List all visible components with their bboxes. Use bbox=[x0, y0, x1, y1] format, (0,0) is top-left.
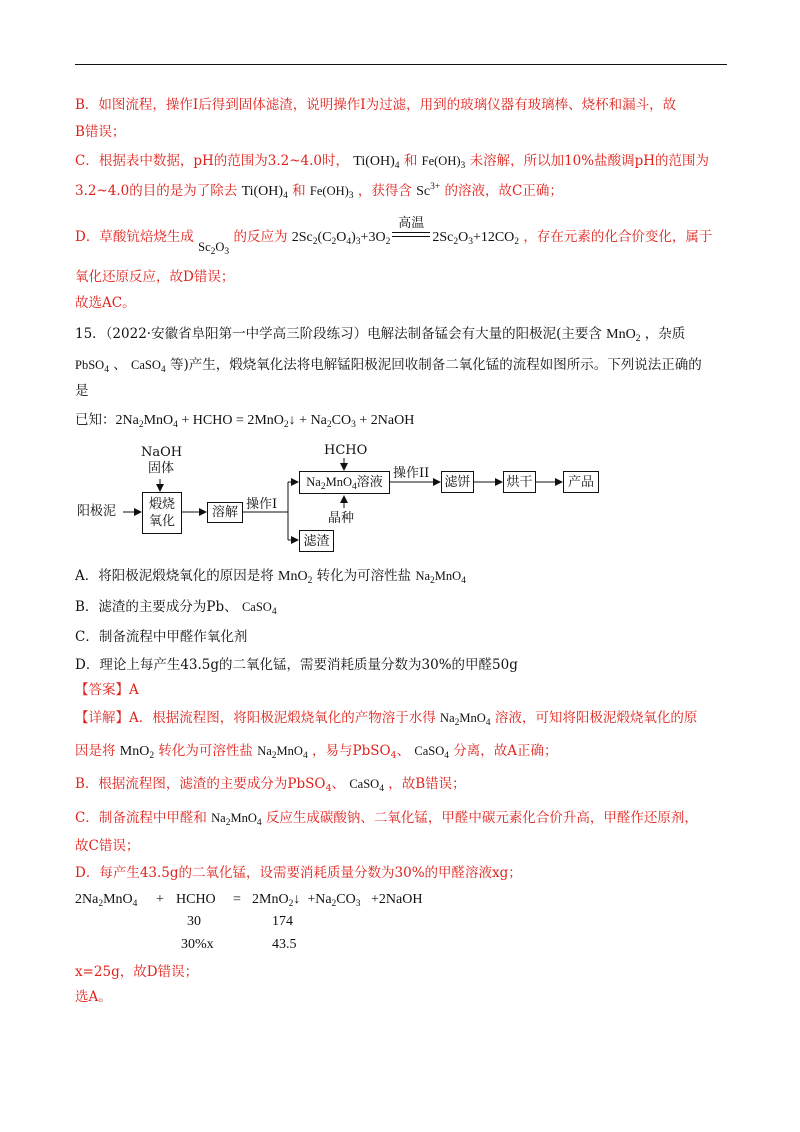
flow-solid-label: 固体 bbox=[147, 461, 174, 476]
formula-sc3plus: $Sc^{3+}$ bbox=[416, 182, 441, 199]
equation-sc-roast: $2Sc_2(C_2O_4)_3+3O_2$ 高温 $2Sc_2O_3+12CO_2$ bbox=[291, 215, 520, 247]
flow-na2mno4-solution-box: $Na_2MnO_4$ 溶液 bbox=[299, 471, 390, 494]
formula-tioh4: $Ti(OH)_4$ bbox=[241, 184, 288, 201]
option-c: C．制备流程中甲醛作氧化剂 bbox=[75, 629, 248, 645]
flow-anode-mud: 阳极泥 bbox=[77, 504, 117, 519]
formula-feoh3: $Fe(OH)_3$ bbox=[421, 154, 466, 171]
calc-plus: + bbox=[156, 892, 164, 907]
detail-c-line1: C．制备流程中甲醛和 $Na_2MnO_4$ 反应生成碳酸钠、二氧化锰，甲醛中碳元素化合价升高，甲醛作还原剂， bbox=[75, 810, 698, 828]
explanation-b-line2: B错误； bbox=[75, 124, 126, 140]
calc-hcho: HCHO bbox=[176, 892, 216, 907]
explanation-c-line2: 3.2~4.0的目的是为了除去 $Ti(OH)_4$ 和 $Fe(OH)_3$ ，获得含 $Sc^{3+}$ 的溶液，故C正确； bbox=[75, 182, 563, 201]
flow-dissolve-box: 溶解 bbox=[207, 502, 243, 523]
formula-tioh4: $Ti(OH)_4$ bbox=[353, 154, 400, 171]
explanation-d-line2: 氧化还原反应，故D错误； bbox=[75, 269, 235, 285]
question-15-line3: 是 bbox=[75, 383, 89, 399]
detail-b: B．根据流程图，滤渣的主要成分为PbSO$_4$、 CaSO$_4$ ，故B错误； bbox=[75, 776, 466, 794]
detail-c-line2: 故C错误； bbox=[75, 838, 140, 854]
question-15-line2: PbSO$_4$ 、 CaSO$_4$ 等)产生，煅烧氧化法将电解锰阳极泥回收制备二氧化锰的流程如图所示。下列说法正确的 bbox=[75, 357, 702, 375]
option-b: B．滤渣的主要成分为Pb、 CaSO$_4$ bbox=[75, 599, 277, 617]
calc-na2mno4: $2Na_2MnO_4$ bbox=[75, 892, 138, 909]
explanation-b-line1: B．如图流程，操作Ⅰ后得到固体滤渣，说明操作Ⅰ为过滤，用到的玻璃仪器有玻璃棒、烧杯和漏斗，故 bbox=[75, 97, 677, 113]
explanation-c-line1: C．根据表中数据，pH的范围为3.2~4.0时， $Ti(OH)_4$ 和 $Fe(OH)_3$ 未溶解，所以加10%盐酸调pH的范围为 bbox=[75, 153, 709, 171]
flow-roast-oxidize-box: 煅烧氧化 bbox=[142, 492, 182, 534]
option-d: D．理论上每产生43.5g的二氧化锰，需要消耗质量分数为30%的甲醛50g bbox=[75, 657, 518, 673]
calc-43-5: 43.5 bbox=[272, 937, 297, 952]
flow-op1-label: 操作I bbox=[246, 497, 278, 512]
flow-hcho-label: HCHO bbox=[324, 443, 368, 458]
formula-caso4: CaSO$_4$ bbox=[131, 358, 166, 375]
calc-hcho-mass: 30 bbox=[187, 914, 201, 929]
detail-d-line1: D．每产生43.5g的二氧化锰，设需要消耗质量分数为30%的甲醛溶液xg； bbox=[75, 865, 522, 881]
detail-conclusion: 选A。 bbox=[75, 989, 112, 1005]
conclusion-ac: 故选AC。 bbox=[75, 295, 136, 311]
calc-mno2-mass: 174 bbox=[272, 914, 293, 929]
formula-pbso4: PbSO$_4$ bbox=[75, 358, 109, 375]
calc-products: 2MnO$_2$↓ $+Na_2CO_3$ +2NaOH bbox=[252, 892, 423, 909]
flow-filter-cake-box: 滤饼 bbox=[441, 471, 474, 493]
known-equation: 已知：$2Na_2MnO_4$ + HCHO = 2MnO$_2$↓ + $Na_2CO_3$ + 2NaOH bbox=[75, 412, 415, 430]
flow-op2-label: 操作II bbox=[393, 466, 430, 481]
formula-mno2: MnO$_2$ bbox=[606, 327, 641, 344]
flow-seed-label: 晶种 bbox=[328, 511, 355, 526]
detail-a-line1: 【详解】A．根据流程图，将阳极泥煅烧氧化的产物溶于水得 $Na_2MnO_4$ 溶液，可知将阳极泥煅烧氧化的原 bbox=[75, 710, 698, 728]
explanation-d-line1: D．草酸钪焙烧生成 $Sc_2O_3$ 的反应为 $2Sc_2(C_2O_4)_3+3O_2$ 高温 $2Sc_2O_3+12CO_2$ ，存在元素的化合价变化，属于 bbox=[75, 215, 713, 257]
formula-feoh3: $Fe(OH)_3$ bbox=[309, 184, 354, 201]
flow-dry-box: 烘干 bbox=[503, 471, 536, 493]
formula-sc2o3: $Sc_2O_3$ bbox=[198, 240, 230, 257]
flow-naoh-label: NaOH bbox=[141, 445, 183, 460]
option-a: A．将阳极泥煅烧氧化的原因是将 MnO$_2$ 转化为可溶性盐 $Na_2MnO_4$ bbox=[75, 568, 466, 586]
detail-a-line2: 因是将 MnO$_2$ 转化为可溶性盐 $Na_2MnO_4$ ，易与PbSO$_4$、 CaSO$_4$ 分离，故A正确； bbox=[75, 743, 558, 761]
answer-label: 【答案】A bbox=[75, 682, 139, 698]
calc-30x: 30%x bbox=[181, 937, 214, 952]
calc-equals: = bbox=[233, 892, 241, 907]
detail-result: x=25g，故D错误； bbox=[75, 964, 199, 980]
question-15-line1: 15．（2022·安徽省阜阳第一中学高三阶段练习）电解法制备锰会有大量的阳极泥(主要含 MnO$_2$ ，杂质 bbox=[75, 326, 686, 344]
flow-residue-box: 滤渣 bbox=[299, 530, 334, 552]
flow-product-box: 产品 bbox=[563, 471, 599, 493]
